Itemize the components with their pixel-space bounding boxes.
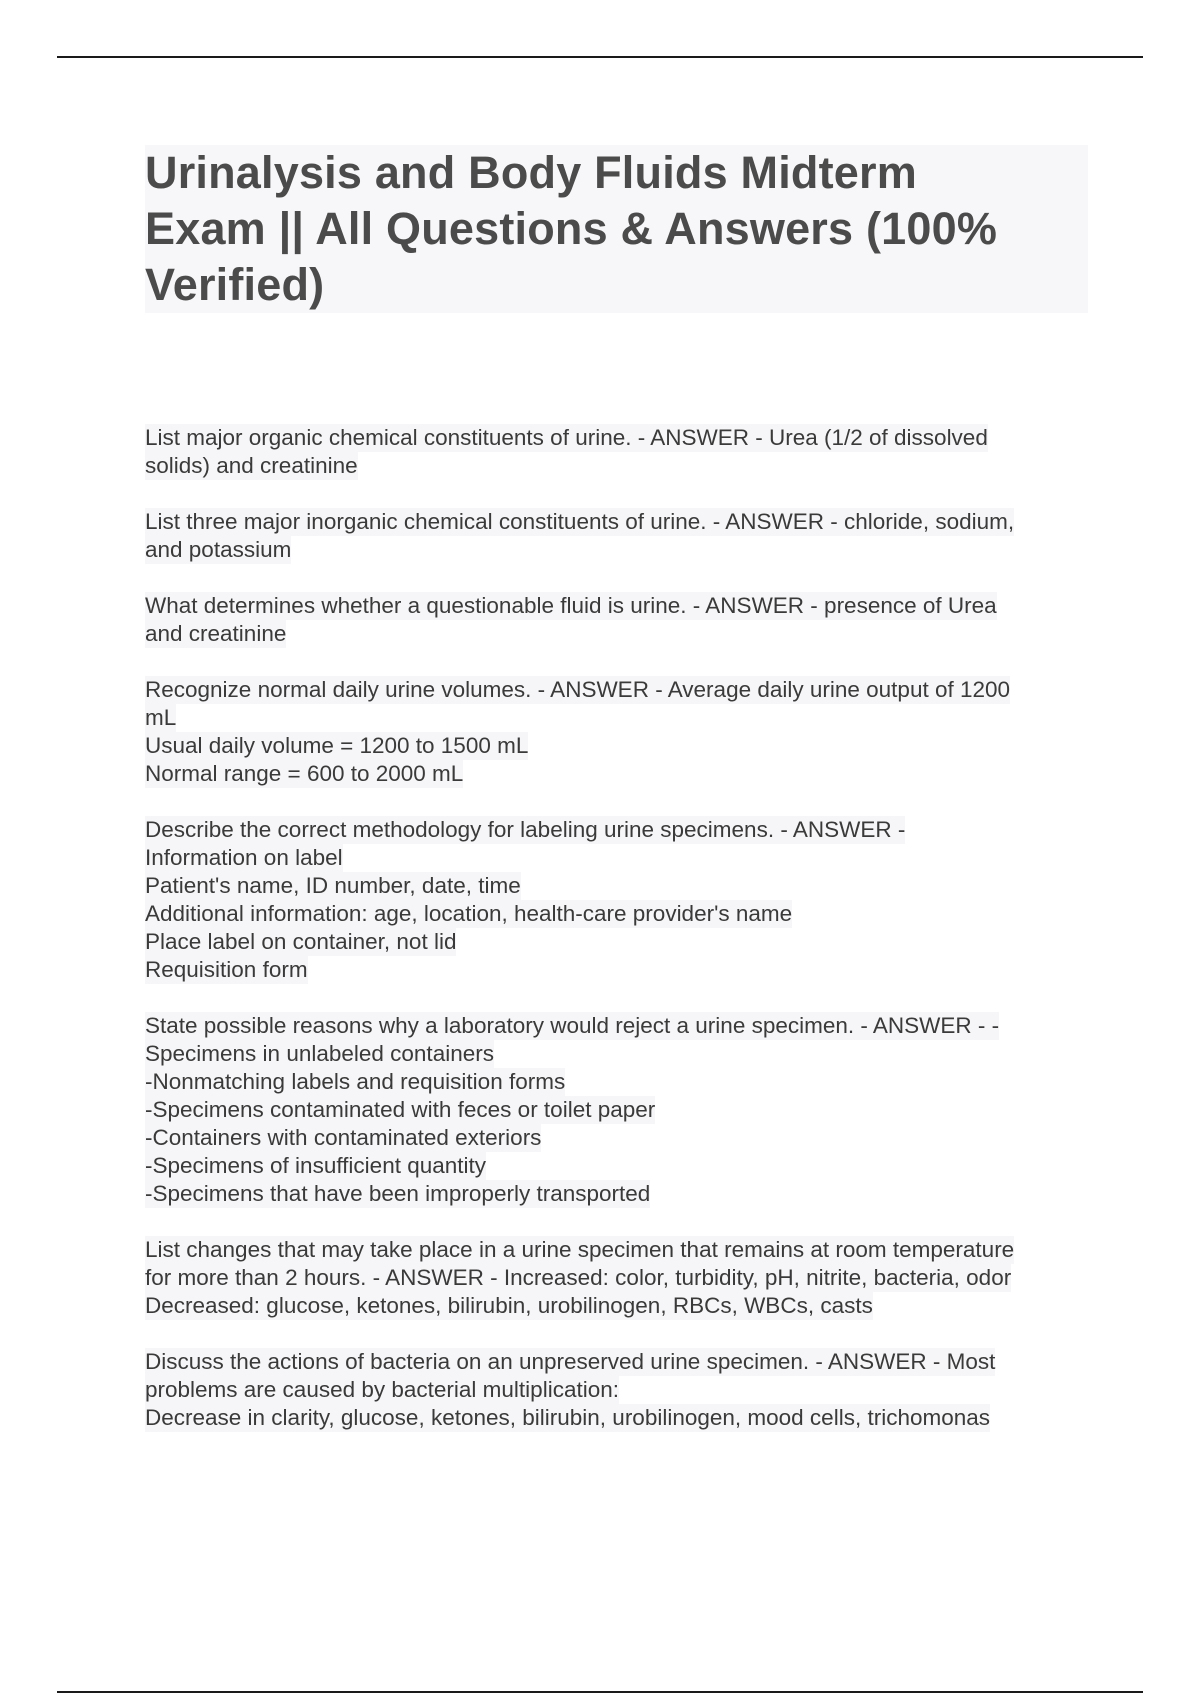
title-block: [145, 145, 1088, 313]
qa-line: -Specimens of insufficient quantity: [145, 1153, 487, 1178]
bottom-rule: [57, 1691, 1143, 1693]
qa-line: -Nonmatching labels and requisition forms: [145, 1069, 566, 1094]
qa-line: List three major inorganic chemical constituents of urine. - ANSWER - chloride, sodium,: [145, 509, 1015, 534]
qa-line: Additional information: age, location, health-care provider's name: [145, 901, 793, 926]
qa-item: [145, 424, 1090, 480]
qa-line: Normal range = 600 to 2000 mL: [145, 761, 464, 786]
qa-line: Describe the correct methodology for labeling urine specimens. - ANSWER -: [145, 817, 906, 842]
qa-line: Recognize normal daily urine volumes. - ANSWER - Average daily urine output of 1200: [145, 677, 1011, 702]
qa-line: -Specimens that have been improperly transported: [145, 1181, 651, 1206]
qa-item: [145, 1236, 1090, 1320]
qa-item: [145, 508, 1090, 564]
qa-line: List changes that may take place in a urine specimen that remains at room temperature: [145, 1237, 1015, 1262]
qa-line: Decrease in clarity, glucose, ketones, bilirubin, urobilinogen, mood cells, trichomonas: [145, 1405, 991, 1430]
qa-line: Place label on container, not lid: [145, 929, 457, 954]
qa-line: Usual daily volume = 1200 to 1500 mL: [145, 733, 529, 758]
qa-line: and creatinine: [145, 621, 287, 646]
qa-line: Patient's name, ID number, date, time: [145, 873, 521, 898]
qa-line: solids) and creatinine: [145, 453, 358, 478]
qa-line: Decreased: glucose, ketones, bilirubin, urobilinogen, RBCs, WBCs, casts: [145, 1293, 873, 1318]
qa-item: [145, 816, 1090, 984]
qa-line: What determines whether a questionable fluid is urine. - ANSWER - presence of Urea: [145, 593, 997, 618]
qa-line: List major organic chemical constituents of urine. - ANSWER - Urea (1/2 of dissolved: [145, 425, 988, 450]
qa-line: Requisition form: [145, 957, 308, 982]
top-rule: [57, 56, 1143, 58]
qa-line: -Containers with contaminated exteriors: [145, 1125, 542, 1150]
qa-line: Discuss the actions of bacteria on an unpreserved urine specimen. - ANSWER - Most: [145, 1349, 996, 1374]
qa-item: [145, 676, 1090, 788]
qa-line: for more than 2 hours. - ANSWER - Increased: color, turbidity, pH, nitrite, bacteria, odor: [145, 1265, 1012, 1290]
qa-line: Information on label: [145, 845, 343, 870]
qa-line: -Specimens contaminated with feces or toilet paper: [145, 1097, 656, 1122]
qa-list: [145, 424, 1090, 1460]
title-line: Exam || All Questions & Answers (100%: [145, 203, 998, 254]
qa-line: mL: [145, 705, 177, 730]
document-title: [145, 145, 1088, 313]
title-line: Verified): [145, 259, 325, 310]
qa-line: State possible reasons why a laboratory would reject a urine specimen. - ANSWER - -: [145, 1013, 1000, 1038]
qa-item: [145, 592, 1090, 648]
qa-line: and potassium: [145, 537, 292, 562]
title-line: Urinalysis and Body Fluids Midterm: [145, 147, 917, 198]
qa-item: [145, 1012, 1090, 1208]
qa-line: Specimens in unlabeled containers: [145, 1041, 494, 1066]
qa-line: problems are caused by bacterial multiplication:: [145, 1377, 619, 1402]
qa-item: [145, 1348, 1090, 1432]
